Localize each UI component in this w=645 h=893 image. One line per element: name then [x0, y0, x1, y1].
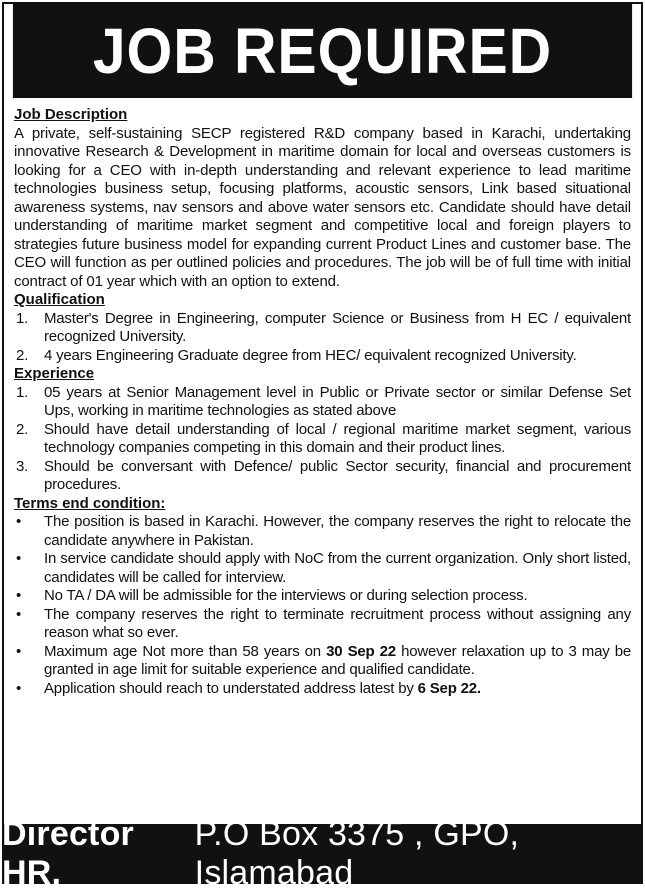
list-item-text: 05 years at Senior Management level in Public or Private sector or similar Defense Set Ups, working in maritime technologies as stated above — [44, 383, 631, 419]
bullet-icon: • — [16, 550, 22, 567]
list-item — [14, 550, 631, 587]
list-number: 2. — [16, 346, 29, 364]
list-item-text: In service candidate should apply with NoC from the current organization. Only short listed, candidates will be called for interview. — [44, 550, 631, 586]
bullet-icon: • — [16, 642, 22, 660]
list-item-text: The position is based in Karachi. However, the company reserves the right to relocate the candidate anywhere in Pakistan. — [44, 513, 631, 549]
deadline-text: Application should reach to understated address latest by — [44, 679, 418, 697]
list-number: 1. — [16, 309, 29, 327]
qualification-heading: Qualification — [14, 291, 105, 308]
bullet-icon: • — [16, 605, 22, 623]
list-item — [14, 347, 631, 366]
list-item — [14, 587, 631, 606]
list-item-text: Should have detail understanding of local / regional maritime market segment, various technology companies competing in this domain and their product lines. — [44, 420, 631, 456]
job-advertisement — [2, 2, 643, 892]
age-limit-text-before: Maximum age Not more than 58 years on — [44, 642, 327, 660]
experience-list — [14, 384, 631, 495]
experience-heading: Experience — [14, 365, 95, 382]
advertisement-body — [4, 98, 641, 698]
deadline-date: 6 Sep 22. — [417, 679, 481, 697]
list-number: 1. — [16, 383, 29, 401]
age-limit-date: 30 Sep 22 — [326, 642, 396, 660]
list-number: 2. — [16, 420, 29, 438]
page-title: JOB REQUIRED — [92, 15, 553, 87]
qualification-list — [14, 310, 631, 366]
list-item-text: No TA / DA will be admissible for the interviews or during selection process. — [44, 587, 528, 604]
page-title-banner — [13, 4, 632, 98]
terms-heading: Terms end condition: — [14, 494, 166, 512]
contact-address-banner — [2, 815, 643, 892]
list-item — [14, 310, 631, 347]
list-item — [14, 458, 631, 495]
list-item — [14, 606, 631, 643]
contact-address: P.O Box 3375 , GPO, Islamabad — [194, 815, 520, 892]
job-description-heading: Job Description — [14, 106, 128, 123]
age-limit-text-after: however relaxation up to 3 may be granted in age limit for suitable experience and qualified candidate. — [44, 642, 631, 678]
list-item-text: 4 years Engineering Graduate degree from HEC/ equivalent recognized University. — [44, 346, 577, 364]
bullet-icon: • — [16, 587, 22, 604]
terms-list — [14, 513, 631, 698]
list-item — [14, 421, 631, 458]
list-item — [14, 643, 631, 680]
list-item — [14, 513, 631, 550]
bullet-icon: • — [16, 513, 22, 530]
list-item — [14, 680, 631, 699]
list-number: 3. — [16, 457, 29, 475]
bullet-icon: • — [16, 679, 22, 697]
list-item-text: Should be conversant with Defence/ public Sector security, financial and procurement procedures. — [44, 457, 631, 493]
list-item-text: The company reserves the right to terminate recruitment process without assigning any reason what so ever. — [44, 605, 631, 641]
contact-name: Director HR, — [2, 815, 134, 892]
job-description-text: A private, self-sustaining SECP registered R&D company based in Karachi, undertaking innovative Research & Development in maritime domain for local and overseas customers is looking for a CEO with in-depth understanding and relevant experience to lead maritime technologies business setup, focusing platforms, acoustic sensors, Link based situational awareness systems, nav sensors and above water sensors etc. Candidate should have detail understanding of maritime market segment and competitive local and foreign players to strategies future business model for expanding current Product Lines and customer base. The CEO will function as per outlined policies and procedures. The job will be of full time with initial contract of 01 year which with an option to extend. — [14, 124, 631, 290]
list-item-text: Master's Degree in Engineering, computer Science or Business from H EC / equivalent recognized University. — [44, 309, 631, 345]
list-item — [14, 384, 631, 421]
